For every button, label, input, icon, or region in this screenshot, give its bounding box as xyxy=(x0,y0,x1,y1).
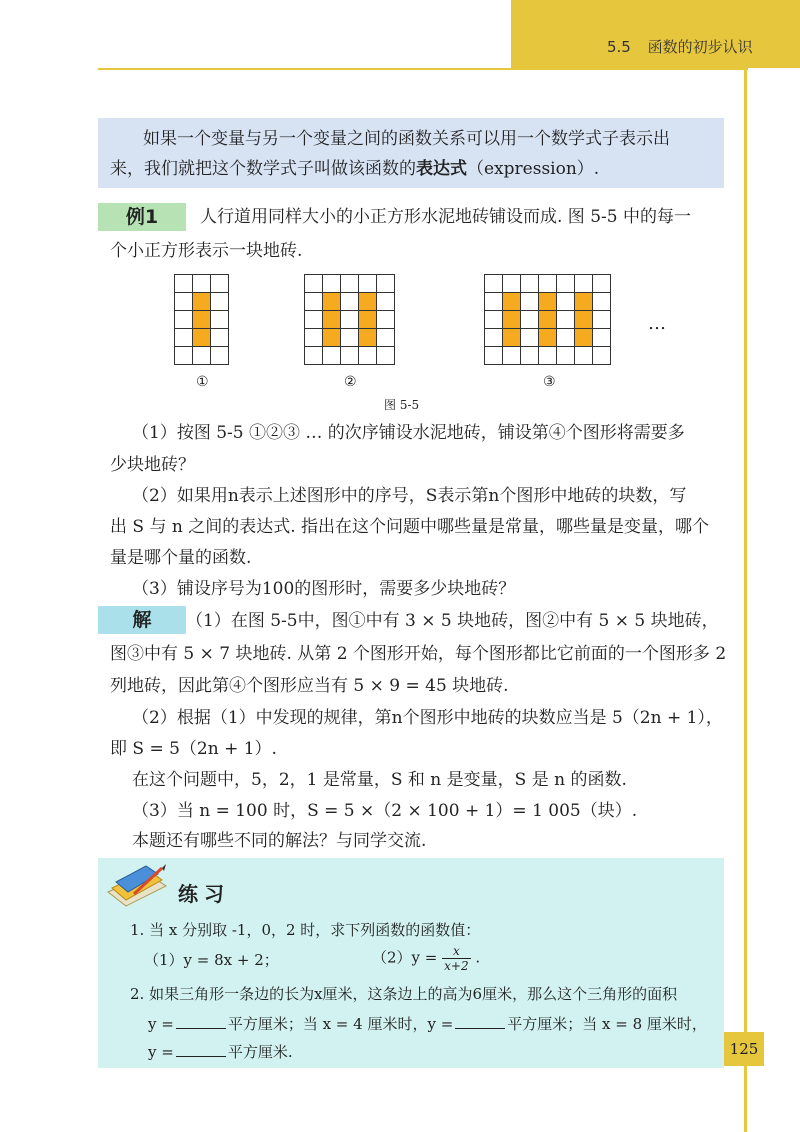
figure-ellipsis: … xyxy=(648,313,666,334)
question-1-line-1: （1）按图 5-5 ①②③ … 的次序铺设水泥地砖，铺设第④个图形将需要多 xyxy=(132,423,685,443)
example-line-1: 人行道用同样大小的小正方形水泥地砖铺设而成. 图 5-5 中的每一 xyxy=(200,207,691,227)
definition-line-1: 如果一个变量与另一个变量之间的函数关系可以用一个数学式子表示出 xyxy=(143,129,670,149)
practice-2-y-label-2: y = xyxy=(148,1043,174,1061)
question-3: （3）铺设序号为100的图形时，需要多少块地砖？ xyxy=(132,579,516,599)
solution-4: 本题还有哪些不同的解法？与同学交流. xyxy=(132,831,427,851)
question-1-line-2: 少块地砖？ xyxy=(110,455,195,475)
solution-2-line-3: 在这个问题中，5，2，1 是常量，S 和 n 是变量，S 是 n 的函数. xyxy=(132,770,627,790)
header-rule xyxy=(98,68,748,70)
question-2-line-2: 出 S 与 n 之间的表达式. 指出在这个问题中哪些量是常量，哪些量是变量，哪个 xyxy=(110,517,710,537)
solution-2-line-2: 即 S = 5（2n + 1）. xyxy=(110,739,277,759)
tile-grid-2 xyxy=(304,274,395,365)
figure-label-1: ① xyxy=(196,374,209,390)
practice-1a: （1）y = 8x + 2； xyxy=(144,951,279,969)
question-2-line-1: （2）如果用n表示上述图形中的序号，S表示第n个图形中地砖的块数，写 xyxy=(132,486,687,506)
practice-2-text-b: 平方厘米；当 x = 4 厘米时，y = xyxy=(227,1015,454,1033)
example-line-2: 个小正方形表示一块地砖. xyxy=(110,241,303,261)
practice-2-y-label: y = xyxy=(148,1015,174,1033)
practice-title: 练习 xyxy=(178,882,230,906)
practice-1b xyxy=(372,944,480,973)
tile-grid-3 xyxy=(484,274,611,365)
header-band xyxy=(511,0,800,68)
definition-line-2 xyxy=(110,154,599,184)
practice-1b-period: . xyxy=(475,948,481,967)
solution-1-line-3: 列地砖，因此第④个图形应当有 5 × 9 = 45 块地砖. xyxy=(110,676,509,696)
question-2-line-3: 量是哪个量的函数. xyxy=(110,548,252,568)
figure-label-2: ② xyxy=(344,374,357,390)
solution-3: （3）当 n = 100 时，S = 5 ×（2 × 100 + 1）= 1 005（块）. xyxy=(132,801,638,821)
solution-1-line-1: （1）在图 5-5中，图①中有 3 × 5 块地砖，图②中有 5 × 5 块地砖， xyxy=(186,611,719,631)
section-number: 5.5 xyxy=(607,38,631,56)
practice-2-text-c: 平方厘米；当 x = 8 厘米时， xyxy=(507,1015,707,1033)
example-tag: 例1 xyxy=(98,203,186,231)
page-number: 125 xyxy=(724,1032,764,1066)
practice-2-line-3 xyxy=(148,1040,293,1064)
side-rule xyxy=(744,68,747,1132)
definition-text: 来，我们就把这个数学式子叫做该函数的 xyxy=(110,159,416,179)
tile-grid-1 xyxy=(174,274,229,365)
fraction-numerator: x xyxy=(442,944,470,959)
fraction-denominator: x+2 xyxy=(444,959,469,973)
answer-blank-3[interactable] xyxy=(176,1042,226,1057)
practice-1: 1. 当 x 分别取 -1，0，2 时，求下列函数的函数值： xyxy=(130,921,481,939)
books-icon xyxy=(104,862,172,912)
practice-2-line-1: 2. 如果三角形一条边的长为x厘米，这条边上的高为6厘米，那么这个三角形的面积 xyxy=(130,985,678,1003)
practice-2-line-2 xyxy=(148,1012,707,1036)
figure-label-3: ③ xyxy=(543,374,556,390)
definition-term: 表达式 xyxy=(416,159,467,179)
solution-tag: 解 xyxy=(98,606,186,634)
solution-1-line-2: 图③中有 5 × 7 块地砖. 从第 2 个图形开始，每个图形都比它前面的一个图形多 2 xyxy=(110,644,727,664)
running-header xyxy=(607,36,753,57)
fraction xyxy=(442,944,470,973)
definition-english: （expression）. xyxy=(467,159,600,179)
practice-1b-label: （2）y = xyxy=(372,948,438,967)
answer-blank-1[interactable] xyxy=(176,1014,226,1029)
solution-2-line-1: （2）根据（1）中发现的规律，第n个图形中地砖的块数应当是 5（2n + 1）， xyxy=(132,708,723,728)
section-title: 函数的初步认识 xyxy=(647,38,753,56)
practice-2-text-d: 平方厘米. xyxy=(227,1043,293,1061)
answer-blank-2[interactable] xyxy=(455,1014,505,1029)
figure-caption: 图 5-5 xyxy=(384,398,420,412)
